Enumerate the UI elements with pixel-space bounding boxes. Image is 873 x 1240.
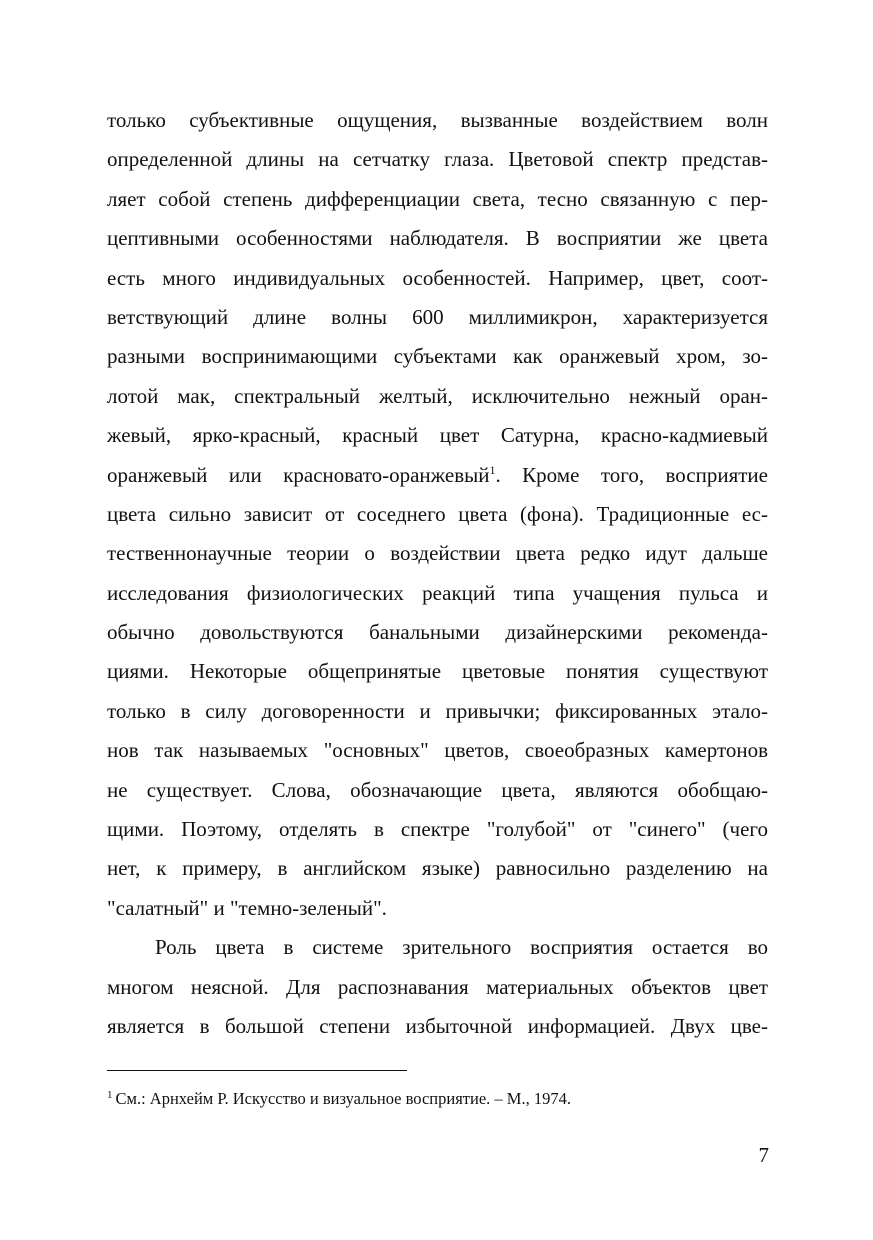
text-line: нов так называемых "основных" цветов, своеобразных камертонов bbox=[107, 738, 768, 763]
text-line: определенной длины на сетчатку глаза. Цветовой спектр представ- bbox=[107, 147, 768, 172]
text-segment: . Кроме того, восприятие bbox=[495, 462, 768, 487]
text-line-paragraph-end: "салатный" и "темно-зеленый". bbox=[107, 895, 387, 920]
text-line: разными воспринимающими субъектами как оранжевый хром, зо- bbox=[107, 344, 768, 369]
text-segment: оранжевый или красновато-оранжевый bbox=[107, 462, 490, 487]
text-line-with-footnote-ref bbox=[107, 456, 768, 495]
footnote-mark: 1 bbox=[107, 1089, 113, 1101]
text-line: лотой мак, спектральный желтый, исключительно нежный оран- bbox=[107, 383, 768, 408]
text-line: не существует. Слова, обозначающие цвета, являются обобщаю- bbox=[107, 777, 768, 802]
text-line: тественнонаучные теории о воздействии цвета редко идут дальше bbox=[107, 541, 768, 566]
text-line-paragraph-start: Роль цвета в системе зрительного восприятия остается во bbox=[155, 935, 768, 960]
text-line: циями. Некоторые общепринятые цветовые понятия существуют bbox=[107, 659, 768, 684]
footnote-reference[interactable]: 1 bbox=[489, 462, 496, 477]
text-line: цептивными особенностями наблюдателя. В восприятии же цвета bbox=[107, 226, 768, 251]
text-line: ветствующий длине волны 600 миллимикрон, характеризуется bbox=[107, 304, 768, 329]
footnote bbox=[107, 1087, 768, 1111]
text-line: только субъективные ощущения, вызванные воздействием волн bbox=[107, 108, 768, 132]
text-line: ляет собой степень дифференциации света, тесно связанную с пер- bbox=[107, 186, 768, 211]
text-line: есть много индивидуальных особенностей. Например, цвет, соот- bbox=[107, 265, 768, 290]
text-line: щими. Поэтому, отделять в спектре "голубой" от "синего" (чего bbox=[107, 817, 768, 842]
page-number: 7 bbox=[758, 1143, 769, 1167]
text-line: цвета сильно зависит от соседнего цвета (фона). Традиционные ес- bbox=[107, 501, 768, 526]
text-line: обычно довольствуются банальными дизайнерскими рекоменда- bbox=[107, 620, 768, 645]
text-line: многом неясной. Для распознавания материальных объектов цвет bbox=[107, 974, 768, 999]
text-line: является в большой степени избыточной информацией. Двух цве- bbox=[107, 1013, 768, 1038]
text-line: жевый, ярко-красный, красный цвет Сатурна, красно-кадмиевый bbox=[107, 423, 768, 448]
text-line: нет, к примеру, в английском языке) равносильно разделению на bbox=[107, 856, 768, 881]
text-line: исследования физиологических реакций типа учащения пульса и bbox=[107, 580, 768, 605]
footnote-separator bbox=[107, 1070, 407, 1071]
text-line: только в силу договоренности и привычки; фиксированных этало- bbox=[107, 698, 768, 723]
footnote-text: См.: Арнхейм Р. Искусство и визуальное восприятие. – М., 1974. bbox=[115, 1089, 571, 1108]
body-text bbox=[107, 101, 768, 1046]
